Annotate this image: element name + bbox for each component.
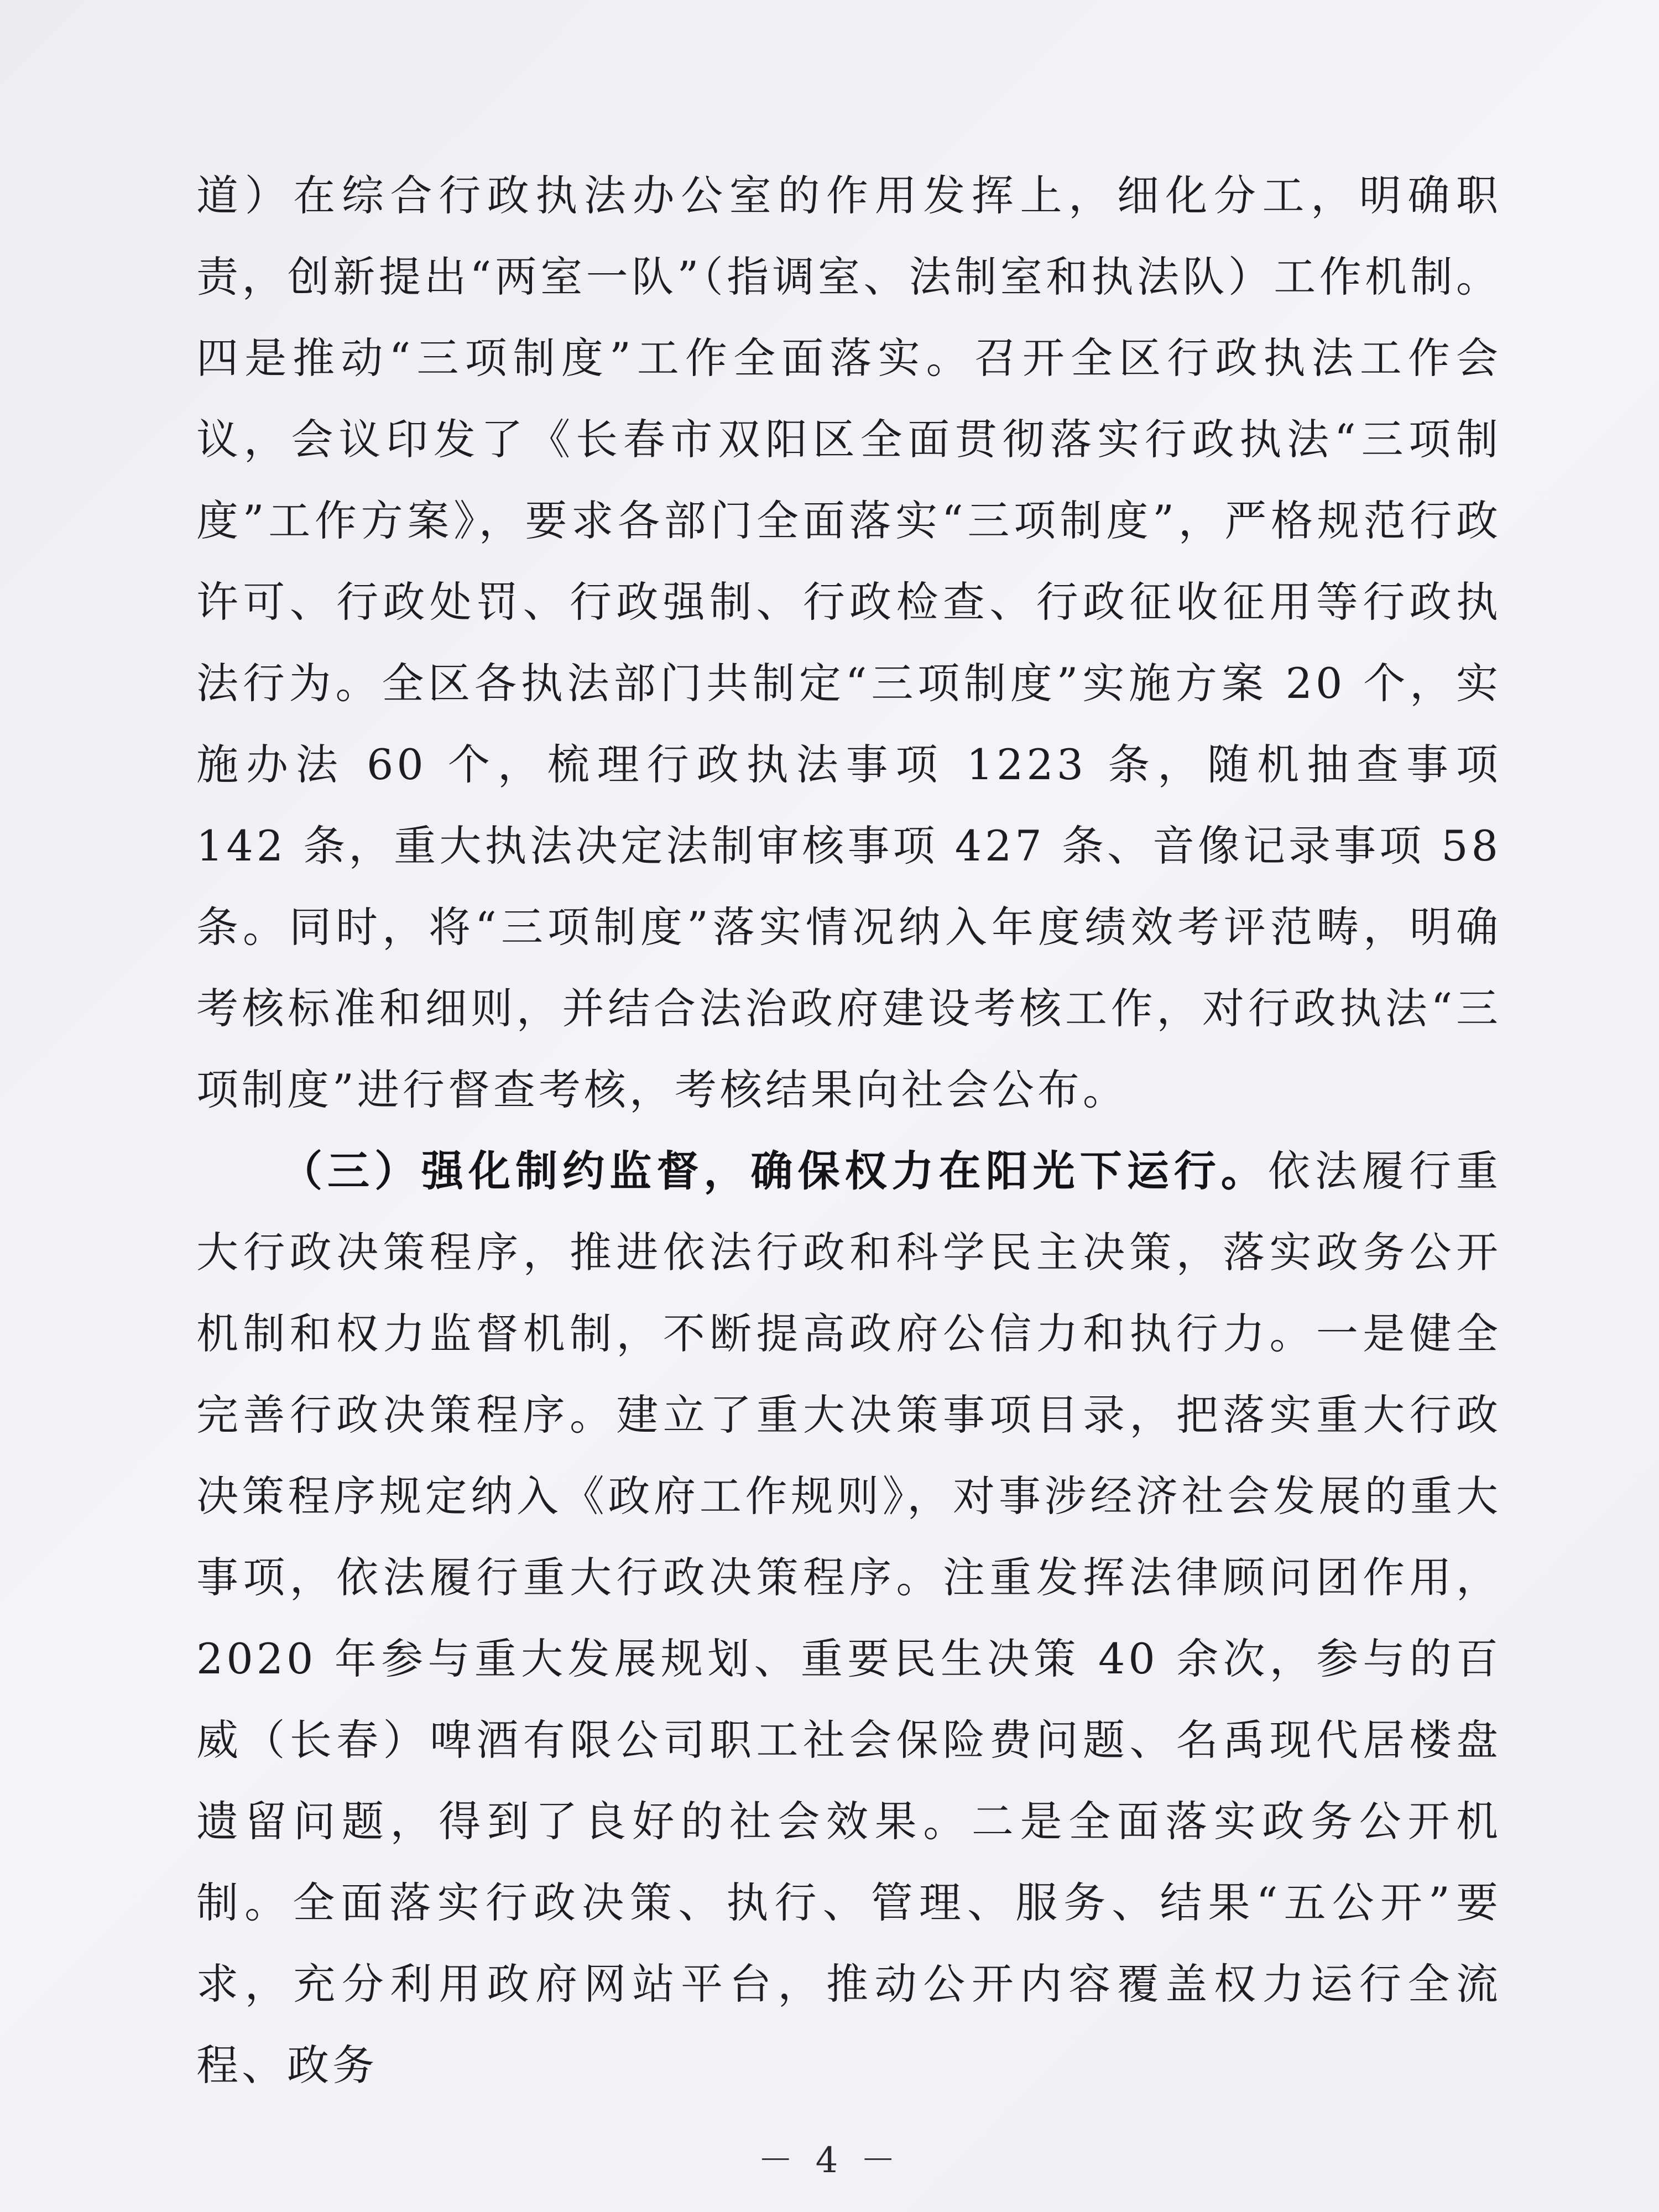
document-body [196, 155, 1501, 2106]
paragraph-2 [196, 1130, 1501, 2106]
section-heading: （三）强化制约监督，确保权力在阳光下运行。 [280, 1146, 1268, 1196]
paragraph-1: 道）在综合行政执法办公室的作用发挥上，细化分工，明确职责，创新提出“两室一队”（指调室、法制室和执法队）工作机制。四是推动“三项制度”工作全面落实。召开全区行政执法工作会议，会议印发了《长春市双阳区全面贯彻落实行政执法“三项制度”工作方案》，要求各部门全面落实“三项制度”，严格规范行政许可、行政处罚、行政强制、行政检查、行政征收征用等行政执法行为。全区各执法部门共制定“三项制度”实施方案 20 个，实施办法 60 个，梳理行政执法事项 1223 条，随机抽查事项 142 条，重大执法决定法制审核事项 427 条、音像记录事项 58 条。同时，将“三项制度”落实情况纳入年度绩效考评范畴，明确考核标准和细则，并结合法治政府建设考核工作，对行政执法“三项制度”进行督查考核，考核结果向社会公布。 [196, 171, 1501, 1114]
paragraph-2-body: 依法履行重大行政决策程序，推进依法行政和科学民主决策，落实政务公开机制和权力监督机制，不断提高政府公信力和执行力。一是健全完善行政决策程序。建立了重大决策事项目录，把落实重大行政决策程序规定纳入《政府工作规则》，对事涉经济社会发展的重大事项，依法履行重大行政决策程序。注重发挥法律顾问团作用，2020 年参与重大发展规划、重要民生决策 40 余次，参与的百威（长春）啤酒有限公司职工社会保险费问题、名禹现代居楼盘遗留问题，得到了良好的社会效果。二是全面落实政务公开机制。全面落实行政决策、执行、管理、服务、结果“五公开”要求，充分利用政府网站平台，推动公开内容覆盖权力运行全流程、政务 [196, 1146, 1502, 2090]
page-number: － 4 － [758, 2140, 901, 2181]
